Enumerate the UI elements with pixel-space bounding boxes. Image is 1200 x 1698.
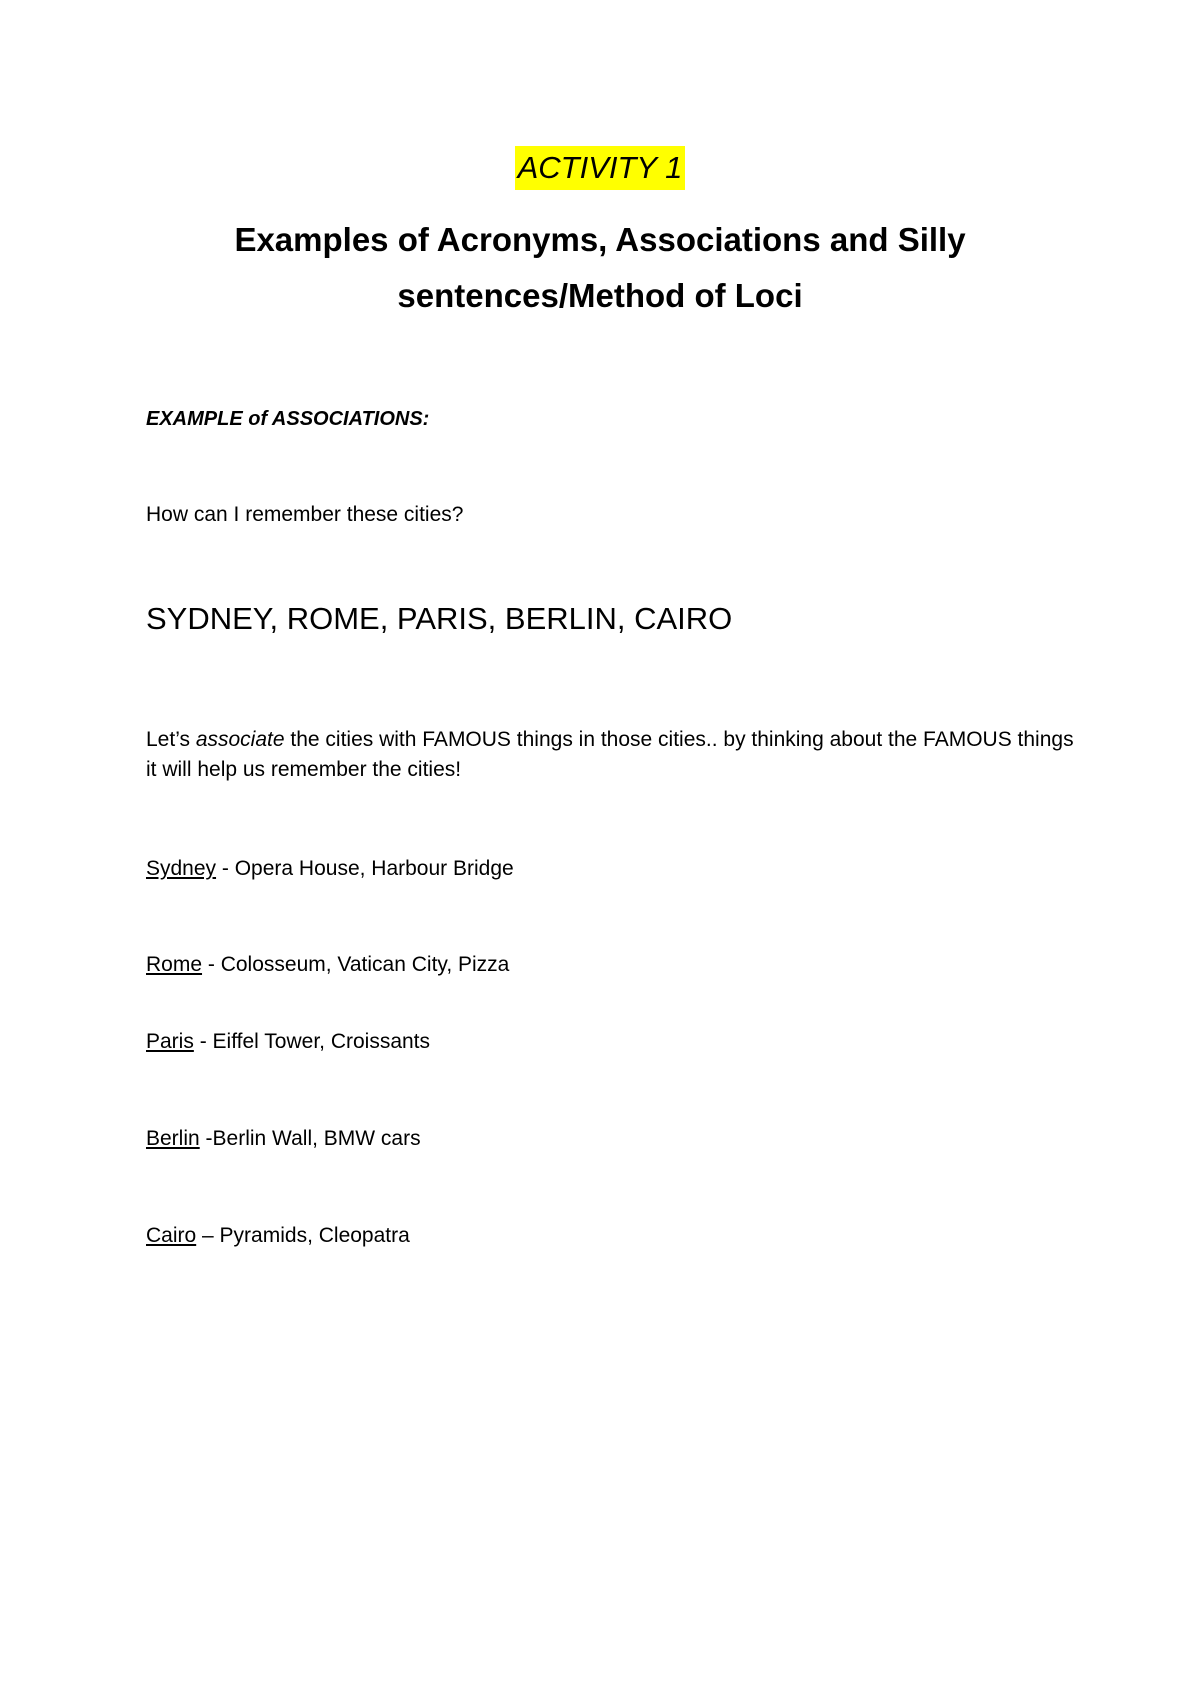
association-separator: -: [199, 1127, 213, 1150]
association-row: [146, 1027, 430, 1057]
association-things: Eiffel Tower, Croissants: [212, 1030, 431, 1053]
association-separator: -: [193, 1030, 213, 1053]
title-line-2: sentences/Method of Loci: [397, 277, 803, 314]
document-title: [150, 212, 1050, 324]
association-row: [146, 1124, 421, 1154]
association-city: Sydney: [146, 857, 217, 880]
intro-after: the cities with FAMOUS things in those cities.. by thinking about the FAMOUS things it will help us remember the cities!: [146, 728, 1074, 781]
association-things: Opera House, Harbour Bridge: [234, 857, 514, 880]
intro-before: Let’s: [146, 728, 196, 751]
association-row: [146, 854, 514, 884]
association-things: Pyramids, Cleopatra: [219, 1224, 410, 1247]
activity-label: ACTIVITY 1: [515, 146, 686, 190]
question-text: How can I remember these cities?: [146, 503, 464, 526]
city-list: SYDNEY, ROME, PARIS, BERLIN, CAIRO: [146, 601, 733, 636]
association-row: [146, 1221, 410, 1251]
association-city: Berlin: [146, 1127, 200, 1150]
association-things: Berlin Wall, BMW cars: [212, 1127, 421, 1150]
association-separator: –: [196, 1224, 220, 1247]
intro-emphasis: associate: [195, 728, 285, 751]
association-row: [146, 950, 509, 980]
association-things: Colosseum, Vatican City, Pizza: [220, 953, 510, 976]
intro-paragraph: [146, 725, 1076, 785]
association-city: Rome: [146, 953, 203, 976]
association-separator: -: [202, 953, 221, 976]
section-heading: EXAMPLE of ASSOCIATIONS:: [146, 408, 430, 430]
association-city: Paris: [146, 1030, 194, 1053]
association-city: Cairo: [146, 1224, 197, 1247]
title-line-1: Examples of Acronyms, Associations and Silly: [234, 221, 966, 258]
association-separator: -: [216, 857, 235, 880]
activity-label-wrapper: [0, 146, 1200, 190]
